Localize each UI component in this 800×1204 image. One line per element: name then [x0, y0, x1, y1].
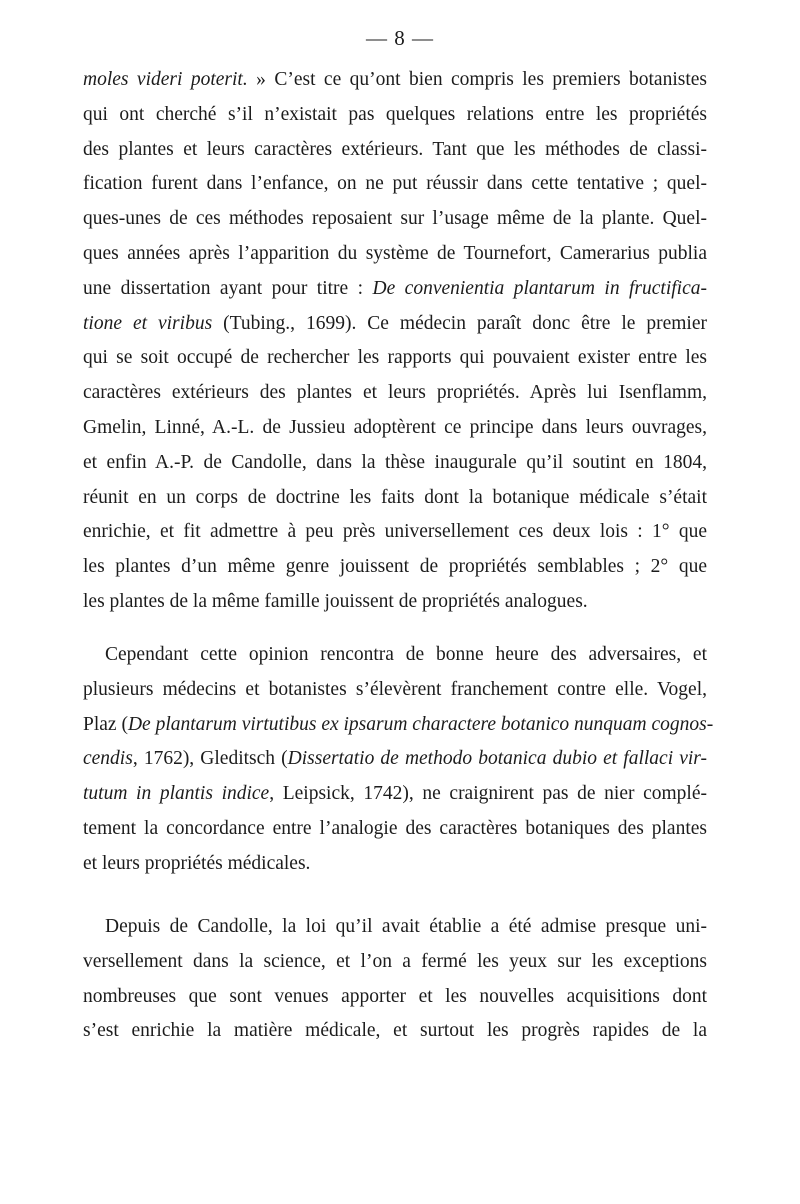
text-line: [83, 847, 707, 882]
text-line: [83, 237, 707, 272]
italic-text: cendis: [83, 748, 133, 770]
text-run: fication furent dans l’enfance, on ne put réussir dans cette tentative ; quel-: [83, 173, 707, 195]
text-run: nombreuses que sont venues apporter et les nouvelles acquisitions dont: [83, 985, 707, 1007]
italic-text: tione et viribus: [83, 312, 213, 334]
text-run: Gmelin, Linné, A.-L. de Jussieu adoptèrent ce principe dans leurs ouvrages,: [83, 416, 707, 438]
text-run: enrichie, et fit admettre à peu près universellement ces deux lois : 1° que: [83, 521, 707, 543]
text-run: s’est enrichie la matière médicale, et surtout les progrès rapides de la: [83, 1020, 707, 1042]
text-run: et enfin A.-P. de Candolle, dans la thèse inaugurale qu’il soutint en 1804,: [83, 451, 707, 473]
text-line: [83, 777, 707, 812]
text-run: des plantes et leurs caractères extérieurs. Tant que les méthodes de classi-: [83, 138, 707, 160]
text-run: et leurs propriétés médicales.: [83, 852, 311, 874]
text-line: [83, 202, 707, 237]
text-line: [83, 481, 707, 516]
text-line: [83, 708, 714, 743]
text-run: les plantes de la même famille jouissent de propriétés analogues.: [83, 590, 588, 612]
text-line: [83, 945, 707, 980]
italic-text: tutum in plantis indice: [83, 783, 270, 805]
text-run: Depuis de Candolle, la loi qu’il avait établie a été admise presque uni-: [105, 916, 707, 937]
text-line: [83, 1014, 707, 1049]
text-run: qui se soit occupé de rechercher les rapports qui pouvaient exister entre les: [83, 347, 707, 369]
text-run: ques années après l’apparition du système de Tournefort, Camerarius publia: [83, 242, 707, 264]
text-run: , 1762), Gleditsch (: [132, 748, 288, 770]
paragraph-2: [83, 638, 714, 882]
text-run: qui ont cherché s’il n’existait pas quelques relations entre les propriétés: [83, 103, 707, 125]
text-run: » C’est ce qu’ont bien compris les premiers botanistes: [247, 69, 707, 90]
text-line: [83, 376, 707, 411]
text-line: [83, 63, 707, 98]
text-run: plusieurs médecins et botanistes s’élevèrent franchement contre elle. Vogel,: [83, 678, 707, 700]
text-line: [83, 980, 707, 1015]
text-run: Cependant cette opinion rencontra de bonne heure des adversaires, et: [105, 644, 707, 665]
text-line: [83, 133, 707, 168]
text-line: [83, 515, 707, 550]
text-line: [83, 307, 707, 342]
text-line: [83, 272, 707, 307]
text-line: [83, 98, 707, 133]
text-line: [83, 411, 707, 446]
text-line: [83, 446, 707, 481]
text-line: [83, 638, 707, 673]
page-number: — 8 —: [366, 26, 434, 50]
italic-text: De plantarum virtutibus ex ipsarum charactere botanico nunquam cognos-: [127, 713, 714, 735]
text-run: réunit en un corps de doctrine les faits dont la botanique médicale s’était: [83, 486, 707, 508]
text-line: [83, 585, 707, 620]
text-line: [83, 812, 707, 847]
text-run: tement la concordance entre l’analogie des caractères botaniques des plantes: [83, 817, 707, 839]
text-run: une dissertation ayant pour titre :: [83, 277, 373, 299]
text-run: ques-unes de ces méthodes reposaient sur l’usage même de la plante. Quel-: [83, 208, 707, 230]
text-line: [83, 673, 707, 708]
paragraph-1: [83, 63, 707, 620]
text-line: [83, 550, 707, 585]
text-run: versellement dans la science, et l’on a fermé les yeux sur les exceptions: [83, 950, 707, 972]
text-line: [83, 742, 707, 777]
text-run: caractères extérieurs des plantes et leurs propriétés. Après lui Isenflamm,: [83, 382, 707, 404]
italic-text: moles videri poterit.: [83, 69, 248, 90]
paragraph-3: [83, 910, 707, 1049]
text-run: Plaz (: [83, 713, 128, 735]
italic-text: De convenientia plantarum in fructifica-: [372, 277, 707, 299]
text-line: [83, 910, 707, 945]
text-run: , Leipsick, 1742), ne craignirent pas de nier complé-: [269, 783, 707, 805]
text-line: [83, 341, 707, 376]
text-line: [83, 167, 707, 202]
italic-text: Dissertatio de methodo botanica dubio et fallaci vir-: [287, 748, 707, 770]
text-run: (Tubing., 1699). Ce médecin paraît donc être le premier: [212, 312, 707, 334]
text-run: les plantes d’un même genre jouissent de propriétés semblables ; 2° que: [83, 556, 707, 578]
